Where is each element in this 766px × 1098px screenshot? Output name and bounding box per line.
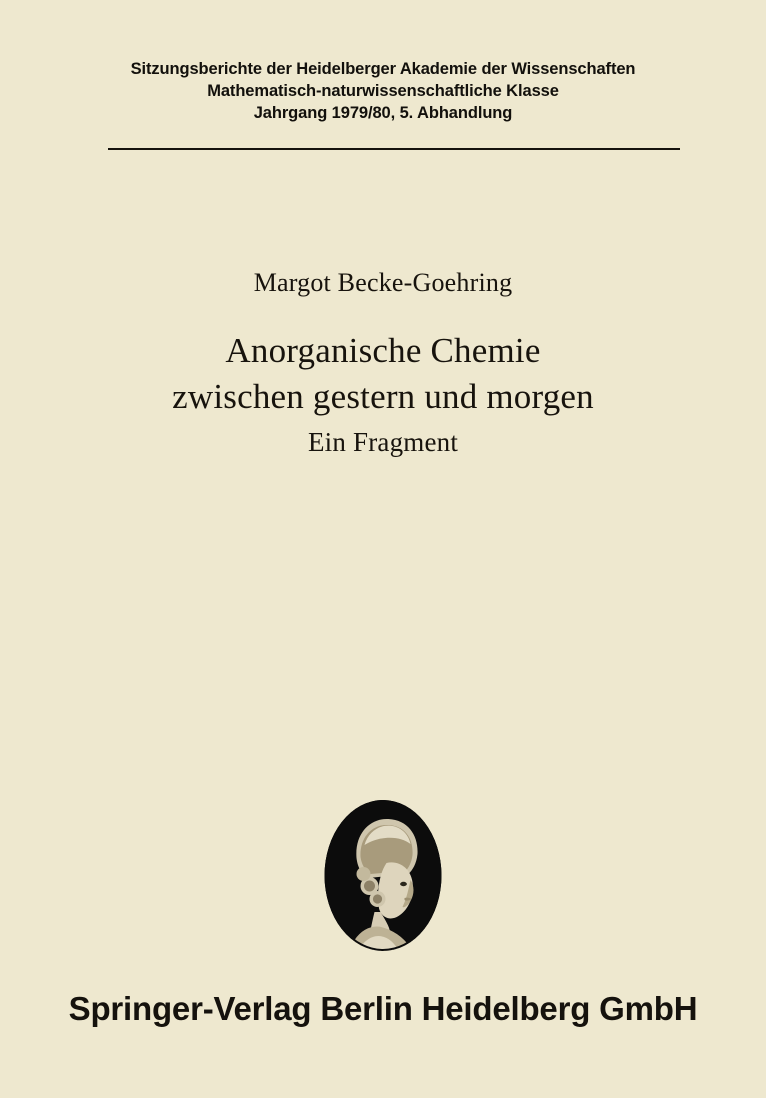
athena-head-icon	[325, 800, 442, 951]
emblem-oval-background	[325, 800, 442, 951]
header-divider	[108, 148, 680, 150]
title-block	[0, 328, 766, 462]
publisher-emblem	[325, 800, 442, 951]
publisher-name: Springer-Verlag Berlin Heidelberg GmbH	[68, 990, 698, 1027]
author-name: Margot Becke-Goehring	[253, 268, 513, 297]
subtitle: Ein Fragment	[307, 427, 459, 457]
series-line-1: Sitzungsberichte der Heidelberger Akademie der Wissenschaften	[130, 60, 636, 78]
series-line-3: Jahrgang 1979/80, 5. Abhandlung	[253, 104, 513, 122]
series-header	[0, 58, 766, 124]
series-line-2: Mathematisch-naturwissenschaftliche Klasse	[207, 82, 559, 100]
title-line-2: zwischen gestern und morgen	[172, 377, 594, 416]
title-line-1: Anorganische Chemie	[225, 331, 541, 370]
